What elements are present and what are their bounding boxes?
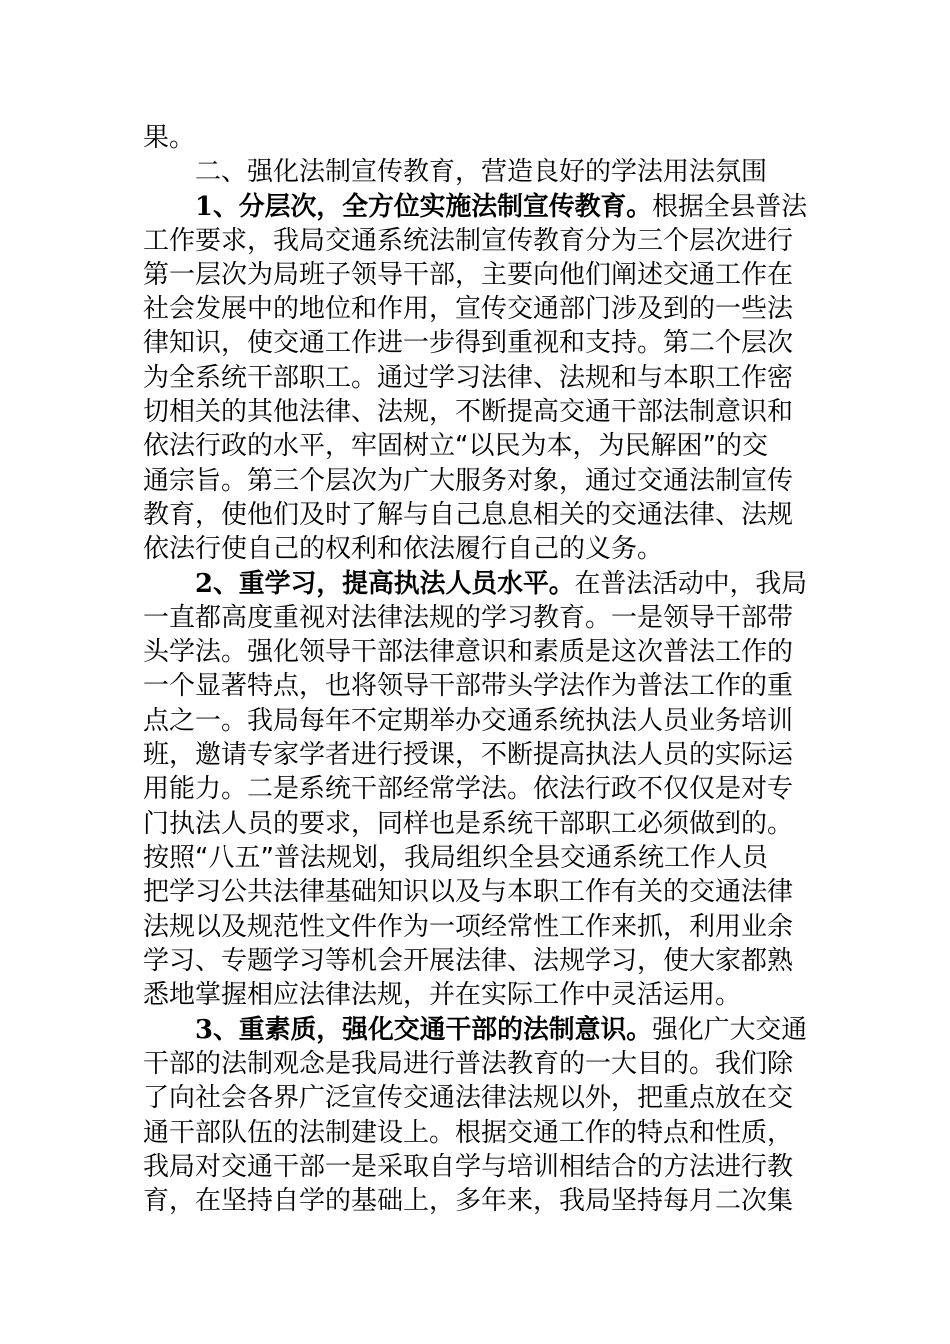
text-line: 依法行政的水平，牢固树立“以民为本，为民解困”的交 (143, 431, 768, 461)
heading-rest-text: 强化广大交通 (652, 1015, 808, 1045)
text-line: 工作要求，我局交通系统法制宣传教育分为三个层次进行 (143, 226, 794, 256)
text-line: 切相关的其他法律、法规，不断提高交通干部法制意识和 (143, 397, 794, 427)
text-line: 社会发展中的地位和作用，宣传交通部门涉及到的一些法 (143, 294, 794, 324)
text-line: 班，邀请专家学者进行授课，不断提高执法人员的实际运 (143, 740, 794, 770)
text-line: 悉地掌握相应法律法规，并在实际工作中灵活运用。 (143, 980, 742, 1010)
text-line: 了向社会各界广泛宣传交通法律法规以外，把重点放在交 (143, 1083, 794, 1113)
text-line: 为全系统干部职工。通过学习法律、法规和与本职工作密 (143, 363, 794, 393)
text-line: 果。 (143, 123, 196, 153)
text-line: 用能力。二是系统干部经常学法。依法行政不仅仅是对专 (143, 774, 794, 804)
text-line: 通干部队伍的法制建设上。根据交通工作的特点和性质， (143, 1118, 794, 1148)
text-line: 育，在坚持自学的基础上，多年来，我局坚持每月二次集 (143, 1186, 794, 1216)
text-line: 一直都高度重视对法律法规的学习教育。一是领导干部带 (143, 603, 794, 633)
heading-rest-text: 在普法活动中，我局 (574, 569, 808, 599)
text-line: 点之一。我局每年不定期举办交通系统执法人员业务培训 (143, 706, 794, 736)
text-line: 法规以及规范性文件作为一项经常性工作来抓，利用业余 (143, 912, 794, 942)
section-heading: 二、强化法制宣传教育，营造良好的学法用法氛围 (195, 157, 768, 187)
heading-bold-text: 3、重素质，强化交通干部的法制意识。 (195, 1015, 653, 1045)
text-line: 把学习公共法律基础知识以及与本职工作有关的交通法律 (143, 877, 794, 907)
subsection-heading-3 (195, 1013, 807, 1047)
text-line: 一个显著特点，也将领导干部带头学法作为普法工作的重 (143, 671, 794, 701)
heading-bold-text: 2、重学习，提高执法人员水平。 (195, 569, 575, 599)
text-line: 通宗旨。第三个层次为广大服务对象，通过交通法制宣传 (143, 466, 794, 496)
heading-rest-text: 根据全县普法 (652, 192, 808, 222)
text-line: 头学法。强化领导干部法律意识和素质是这次普法工作的 (143, 637, 794, 667)
text-line: 门执法人员的要求，同样也是系统干部职工必须做到的。 (143, 809, 794, 839)
text-line: 第一层次为局班子领导干部，主要向他们阐述交通工作在 (143, 260, 794, 290)
text-line: 依法行使自己的权利和依法履行自己的义务。 (143, 534, 664, 564)
subsection-heading-1 (195, 190, 807, 224)
text-line: 律知识，使交通工作进一步得到重视和支持。第二个层次 (143, 328, 794, 358)
heading-bold-text: 1、分层次，全方位实施法制宣传教育。 (195, 192, 653, 222)
text-line: 按照“八五”普法规划，我局组织全县交通系统工作人员 (143, 843, 768, 873)
text-line: 我局对交通干部一是采取自学与培训相结合的方法进行教 (143, 1152, 794, 1182)
text-line: 教育，使他们及时了解与自己息息相关的交通法律、法规 (143, 500, 794, 530)
text-line: 干部的法制观念是我局进行普法教育的一大目的。我们除 (143, 1049, 794, 1079)
text-line: 学习、专题学习等机会开展法律、法规学习，使大家都熟 (143, 946, 794, 976)
subsection-heading-2 (195, 567, 807, 601)
